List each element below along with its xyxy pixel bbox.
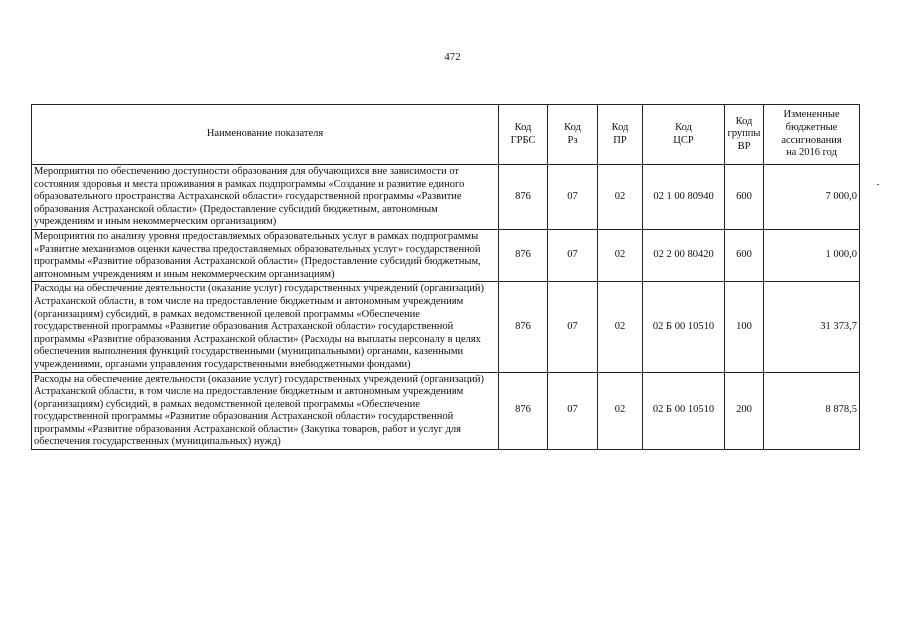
page-number: 472: [444, 51, 461, 63]
indicator-name-cell: Расходы на обеспечение деятельности (оказание услуг) государственных учреждений (организаций) Астраханской области, в том числе на предоставление бюджетным и автономным учреждениям (организациям) субсидий, в рамках ведомственной целевой программы «Обеспечение государственной программы «Развитие образования Астраханской области» государственной программы «Развитие образования Астраханской области» (Расходы на выплаты персоналу в целях обеспечения выполнения функций государственными (муниципальными) органами, казенными учреждениями, органами управления государственными внебюджетными фондами): [32, 282, 499, 372]
header-indicator-name: [32, 105, 499, 165]
header-text: группы: [727, 128, 761, 140]
header-section-code: [548, 105, 598, 165]
header-text: ПР: [613, 134, 627, 146]
header-subsection-code: [598, 105, 643, 165]
header-amended-allocations: [764, 105, 860, 165]
vr-cell: 600: [725, 229, 764, 281]
header-grbs-code: [499, 105, 548, 165]
csr-cell: 02 Б 00 10510: [643, 372, 725, 450]
header-text: Код: [564, 121, 581, 133]
table-row: [32, 165, 860, 230]
header-text: на 2016 год: [786, 147, 837, 159]
pr-cell: 02: [598, 165, 643, 230]
indicator-name-cell: Мероприятия по анализу уровня предоставляемых образовательных услуг в рамках подпрограммы «Развитие механизмов оценки качества предоставляемых образовательных услуг» государственной программы «Развитие образования Астраханской области» (Предоставление субсидий бюджетным, автономным учреждениям и иным некоммерческим организациям): [32, 229, 499, 281]
grbs-cell: 876: [499, 372, 548, 450]
table-row: [32, 372, 860, 450]
header-expense-type-code: [725, 105, 764, 165]
pr-cell: 02: [598, 282, 643, 372]
rz-cell: 07: [548, 165, 598, 230]
header-target-article-code: [643, 105, 725, 165]
csr-cell: 02 2 00 80420: [643, 229, 725, 281]
header-text: Код: [611, 121, 629, 133]
vr-cell: 100: [725, 282, 764, 372]
header-text: Рз: [567, 134, 578, 146]
header-text: Код: [514, 121, 532, 133]
header-text: ассигнования: [781, 134, 842, 146]
header-text: ЦСР: [673, 134, 694, 146]
header-text: ВР: [737, 140, 751, 152]
amount-cell: 31 373,7: [764, 282, 860, 372]
budget-table: [31, 104, 860, 450]
header-text: Код: [735, 115, 753, 127]
amount-cell: 8 878,5: [764, 372, 860, 450]
grbs-cell: 876: [499, 165, 548, 230]
rz-cell: 07: [548, 372, 598, 450]
header-text: Измененные: [783, 109, 840, 121]
pr-cell: 02: [598, 229, 643, 281]
amount-cell: 1 000,0: [764, 229, 860, 281]
pr-cell: 02: [598, 372, 643, 450]
scan-speck: [877, 184, 879, 185]
indicator-name-cell: Мероприятия по обеспечению доступности образования для обучающихся вне зависимости от состояния здоровья и места проживания в рамках подпрограммы «Создание и развитие единого образовательного пространства Астраханской области» государственной программы «Развитие образования Астраханской области» (Предоставление субсидий бюджетным, автономным учреждениям и иным некоммерческим организациям): [32, 165, 499, 230]
rz-cell: 07: [548, 282, 598, 372]
grbs-cell: 876: [499, 229, 548, 281]
header-text: бюджетные: [785, 121, 838, 133]
csr-cell: 02 1 00 80940: [643, 165, 725, 230]
table-header-row: [32, 105, 860, 165]
header-text: ГРБС: [510, 134, 536, 146]
header-text: Код: [675, 121, 692, 133]
indicator-name-cell: Расходы на обеспечение деятельности (оказание услуг) государственных учреждений (организаций) Астраханской области, в том числе на предоставление бюджетным и автономным учреждениям (организациям) субсидий, в рамках ведомственной целевой программы «Обеспечение государственной программы «Развитие образования Астраханской области» государственной программы «Развитие образования Астраханской области» (Закупка товаров, работ и услуг для обеспечения государственных (муниципальных) нужд): [32, 372, 499, 450]
amount-cell: 7 000,0: [764, 165, 860, 230]
rz-cell: 07: [548, 229, 598, 281]
vr-cell: 200: [725, 372, 764, 450]
csr-cell: 02 Б 00 10510: [643, 282, 725, 372]
table-row: [32, 229, 860, 281]
table-row: [32, 282, 860, 372]
grbs-cell: 876: [499, 282, 548, 372]
vr-cell: 600: [725, 165, 764, 230]
header-text: Наименование показателя: [206, 128, 324, 140]
